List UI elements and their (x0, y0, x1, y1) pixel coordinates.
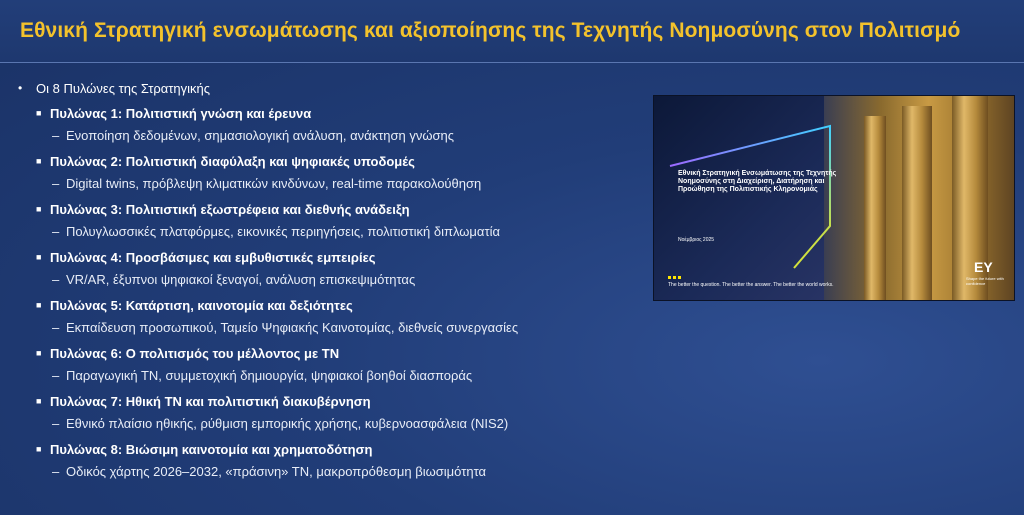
square-bullet-icon: ■ (36, 300, 42, 310)
pillar-detail-text: VR/AR, έξυπνοι ψηφιακοί ξεναγοί, ανάλυση επισκεψιμότητας (66, 271, 416, 287)
pillar-heading-text: Πυλώνας 3: Πολιτιστική εξωστρέφεια και διεθνής ανάδειξη (50, 201, 410, 217)
pillar-detail (52, 316, 636, 338)
pillar-detail (52, 460, 636, 482)
report-cover-thumbnail (653, 95, 1015, 301)
pillar-4 (16, 246, 636, 290)
pillar-heading (36, 246, 636, 268)
cover-title: Εθνική Στρατηγική Ενσωμάτωσης της Τεχνητής Νοημοσύνης στη Διαχείριση, Διατήρηση και Προώθηση της Πολιτιστικής Κληρονομιάς (678, 170, 837, 193)
pillar-heading (36, 102, 636, 124)
dash-bullet-icon: – (52, 367, 60, 383)
pillar-heading-text: Πυλώνας 8: Βιώσιμη καινοτομία και χρηματοδότηση (50, 441, 373, 457)
dash-bullet-icon: – (52, 127, 60, 143)
pillar-detail (52, 364, 636, 386)
pillar-detail (52, 412, 636, 434)
cover-tagline: The better the question. The better the answer. The better the world works. (668, 282, 834, 288)
pillar-detail-text: Πολυγλωσσικές πλατφόρμες, εικονικές περιηγήσεις, πολιτιστική διπλωματία (66, 223, 500, 239)
pillar-heading (36, 294, 636, 316)
dash-bullet-icon: – (52, 319, 60, 335)
pillar-6 (16, 342, 636, 386)
pillar-3 (16, 198, 636, 242)
pillar-heading (36, 342, 636, 364)
square-bullet-icon: ■ (36, 348, 42, 358)
pillar-detail-text: Ενοποίηση δεδομένων, σημασιολογική ανάλυση, ανάκτηση γνώσης (66, 127, 455, 143)
pillar-5 (16, 294, 636, 338)
dash-bullet-icon: – (52, 223, 60, 239)
top-bullet (16, 78, 636, 98)
cover-date: Νοέμβριος 2025 (678, 237, 715, 243)
bullet-list (16, 78, 636, 482)
pillar-1 (16, 102, 636, 146)
pillar-detail (52, 124, 636, 146)
dash-bullet-icon: – (52, 271, 60, 287)
pillar-detail-text: Εκπαίδευση προσωπικού, Ταμείο Ψηφιακής Καινοτομίας, διεθνείς συνεργασίες (66, 319, 519, 335)
pillar-detail-text: Digital twins, πρόβλεψη κλιματικών κινδύνων, real-time παρακολούθηση (66, 175, 482, 191)
dash-bullet-icon: – (52, 175, 60, 191)
pillar-heading-text: Πυλώνας 5: Κατάρτιση, καινοτομία και δεξιότητες (50, 297, 353, 313)
pillar-heading-text: Πυλώνας 7: Ηθική ΤΝ και πολιτιστική διακυβέρνηση (50, 393, 371, 409)
ey-logo: EY (974, 259, 993, 275)
pillar-heading (36, 390, 636, 412)
title-bar (0, 0, 1024, 63)
pillar-2 (16, 150, 636, 194)
square-bullet-icon: ■ (36, 252, 42, 262)
pillar-heading (36, 150, 636, 172)
pillar-heading-text: Πυλώνας 4: Προσβάσιμες και εμβυθιστικές εμπειρίες (50, 249, 376, 265)
pillar-detail-text: Εθνικό πλαίσιο ηθικής, ρύθμιση εμπορικής χρήσης, κυβερνοασφάλεια (NIS2) (66, 415, 509, 431)
pillar-detail (52, 268, 636, 290)
pillar-heading-text: Πυλώνας 2: Πολιτιστική διαφύλαξη και ψηφιακές υποδομές (50, 153, 415, 169)
gradient-frame-icon (654, 96, 1014, 300)
dash-bullet-icon: – (52, 463, 60, 479)
ey-logo-subtitle: Shape the future with confidence (966, 276, 1004, 286)
pillar-8 (16, 438, 636, 482)
pillar-detail-text: Οδικός χάρτης 2026–2032, «πράσινη» ΤΝ, μακροπρόθεσμη βιωσιμότητα (66, 463, 487, 479)
slide-title: Εθνική Στρατηγική ενσωμάτωσης και αξιοποίησης της Τεχνητής Νοημοσύνης στον Πολιτισμό (20, 19, 961, 42)
square-bullet-icon: ■ (36, 156, 42, 166)
pillar-heading-text: Πυλώνας 1: Πολιτιστική γνώση και έρευνα (50, 105, 312, 121)
square-bullet-icon: ■ (36, 396, 42, 406)
pillar-detail (52, 220, 636, 242)
pillar-heading (36, 198, 636, 220)
pillar-7 (16, 390, 636, 434)
pillar-heading-text: Πυλώνας 6: Ο πολιτισμός του μέλλοντος με ΤΝ (50, 345, 340, 361)
square-bullet-icon: ■ (36, 204, 42, 214)
top-bullet-label: Οι 8 Πυλώνες της Στρατηγικής (36, 80, 211, 96)
square-bullet-icon: ■ (36, 108, 42, 118)
square-bullet-icon: ■ (36, 444, 42, 454)
dash-bullet-icon: – (52, 415, 60, 431)
pillar-heading (36, 438, 636, 460)
pillar-detail (52, 172, 636, 194)
bullet-dot-icon: • (18, 81, 23, 95)
pillar-detail-text: Παραγωγική ΤΝ, συμμετοχική δημιουργία, ψηφιακοί βοηθοί διασποράς (66, 367, 473, 383)
